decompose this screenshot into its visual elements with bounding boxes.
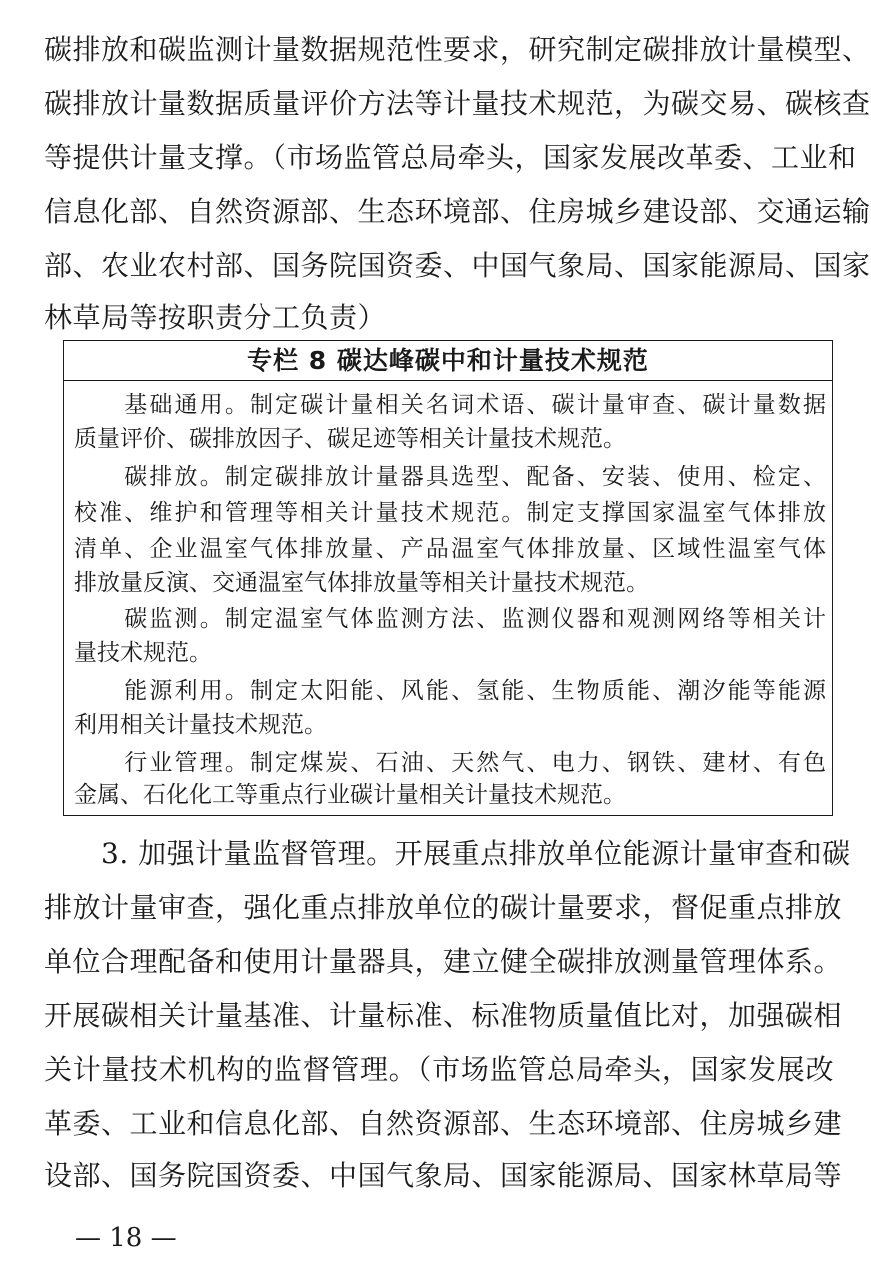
page-number: — 18 — (75, 1223, 177, 1253)
column-box-line: 利用相关计量技术规范。 (74, 712, 327, 738)
text-line: 单位合理配备和使用计量器具，建立健全碳排放测量管理体系。 (44, 945, 843, 978)
text-line: 3. 加强计量监督管理。开展重点排放单位能源计量审查和碳 (44, 837, 851, 870)
column-box-line: 校准、维护和管理等相关计量技术规范。制定支撑国家温室气体排放 (74, 500, 826, 526)
column-box-line: 质量评价、碳排放因子、碳足迹等相关计量技术规范。 (74, 426, 626, 452)
column-box-line: 能源利用。制定太阳能、风能、氢能、生物质能、潮汐能等能源 (74, 678, 826, 704)
text-line: 关计量技术机构的监督管理。（市场监管总局牵头，国家发展改 (44, 1053, 834, 1086)
text-line: 碳排放和碳监测计量数据规范性要求，研究制定碳排放计量模型、 (44, 33, 871, 66)
column-box-line: 碳排放。制定碳排放计量器具选型、配备、安装、使用、检定、 (74, 464, 826, 490)
text-line: 林草局等按职责分工负责） (44, 301, 387, 334)
column-box-line: 量技术规范。 (74, 640, 212, 666)
column-box-line: 碳监测。制定温室气体监测方法、监测仪器和观测网络等相关计 (74, 606, 826, 632)
special-column-box (63, 340, 833, 816)
column-box-line: 清单、企业温室气体排放量、产品温室气体排放量、区域性温室气体 (74, 536, 826, 562)
text-line: 排放计量审查，强化重点排放单位的碳计量要求，督促重点排放 (44, 891, 843, 924)
text-line: 革委、工业和信息化部、自然资源部、生态环境部、住房城乡建 (44, 1107, 843, 1140)
column-box-title: 专栏 8 碳达峰碳中和计量技术规范 (64, 341, 832, 381)
column-box-line: 行业管理。制定煤炭、石油、天然气、电力、钢铁、建材、有色 (74, 750, 826, 776)
text-line: 碳排放计量数据质量评价方法等计量技术规范，为碳交易、碳核查 (44, 87, 871, 120)
text-line: 设部、国务院国资委、中国气象局、国家能源局、国家林草局等 (44, 1159, 843, 1192)
text-line: 信息化部、自然资源部、生态环境部、住房城乡建设部、交通运输 (44, 195, 871, 228)
column-box-line: 基础通用。制定碳计量相关名词术语、碳计量审查、碳计量数据 (74, 392, 826, 418)
text-line: 开展碳相关计量基准、计量标准、标准物质量值比对，加强碳相 (44, 999, 843, 1032)
column-box-line: 金属、石化化工等重点行业碳计量相关计量技术规范。 (74, 782, 626, 808)
column-box-line: 排放量反演、交通温室气体排放量等相关计量技术规范。 (74, 570, 649, 596)
text-line: 等提供计量支撑。（市场监管总局牵头，国家发展改革委、工业和 (44, 141, 857, 174)
text-line: 部、农业农村部、国务院国资委、中国气象局、国家能源局、国家 (44, 249, 871, 282)
